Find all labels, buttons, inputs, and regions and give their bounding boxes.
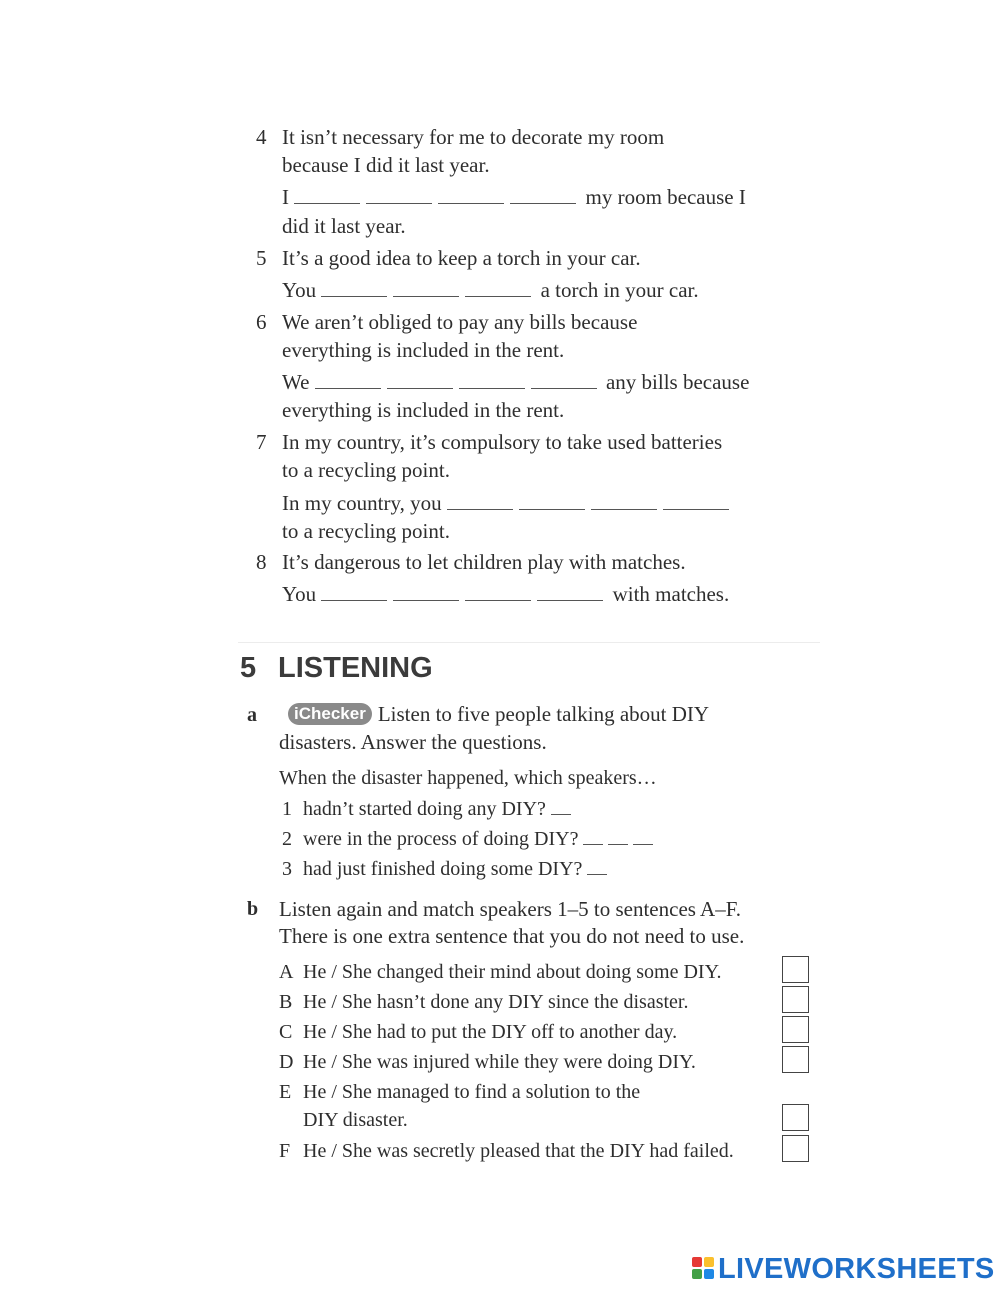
part-label: b bbox=[247, 898, 259, 920]
sentence-text: He / She hasn’t done any DIY since the disaster. bbox=[303, 991, 689, 1013]
sentence-letter: B bbox=[279, 991, 293, 1013]
section-divider bbox=[238, 642, 820, 643]
answer-start: I bbox=[282, 185, 289, 209]
answer-blank[interactable] bbox=[465, 582, 531, 601]
answer-start: We bbox=[282, 370, 310, 394]
item-prompt: It’s dangerous to let children play with matches. bbox=[282, 550, 686, 574]
answer-line bbox=[282, 580, 729, 608]
section-title: LISTENING bbox=[278, 652, 433, 684]
question bbox=[303, 855, 612, 883]
answer-end: my room because I bbox=[585, 185, 746, 209]
answer-blank[interactable] bbox=[465, 278, 531, 297]
item-prompt: In my country, it’s compulsory to take used batteries bbox=[282, 430, 723, 454]
answer-blank[interactable] bbox=[663, 491, 729, 510]
question-number: 1 bbox=[282, 798, 292, 820]
answer-box[interactable] bbox=[782, 1016, 809, 1043]
answer-line bbox=[282, 489, 733, 517]
sentence-text: He / She had to put the DIY off to another day. bbox=[303, 1021, 678, 1043]
question-text: were in the process of doing DIY? bbox=[303, 828, 579, 850]
answer-continuation: did it last year. bbox=[282, 214, 406, 238]
liveworksheets-logo[interactable]: LIVEWORKSHEETS bbox=[718, 1253, 995, 1285]
ichecker-badge[interactable]: iChecker bbox=[288, 703, 372, 725]
answer-blank[interactable] bbox=[387, 370, 453, 389]
answer-end: a torch in your car. bbox=[540, 278, 699, 302]
question-text: hadn’t started doing any DIY? bbox=[303, 798, 546, 820]
liveworksheets-logo-icon bbox=[692, 1257, 714, 1279]
answer-blank[interactable] bbox=[633, 830, 653, 845]
question bbox=[303, 825, 658, 853]
item-number: 6 bbox=[256, 310, 267, 334]
answer-line bbox=[282, 183, 746, 211]
answer-continuation: everything is included in the rent. bbox=[282, 398, 565, 422]
answer-blank[interactable] bbox=[438, 185, 504, 204]
answer-end: with matches. bbox=[612, 582, 730, 606]
answer-box[interactable] bbox=[782, 1135, 809, 1162]
answer-blank[interactable] bbox=[519, 491, 585, 510]
answer-continuation: to a recycling point. bbox=[282, 519, 450, 543]
answer-blank[interactable] bbox=[583, 830, 603, 845]
answer-start: You bbox=[282, 582, 317, 606]
answer-blank[interactable] bbox=[551, 800, 571, 815]
answer-blank[interactable] bbox=[315, 370, 381, 389]
item-prompt: everything is included in the rent. bbox=[282, 338, 565, 362]
answer-blank[interactable] bbox=[531, 370, 597, 389]
section-number: 5 bbox=[240, 652, 257, 684]
sentence-letter: A bbox=[279, 961, 294, 983]
answer-end: any bills because bbox=[605, 370, 750, 394]
answer-blank[interactable] bbox=[591, 491, 657, 510]
answer-blank[interactable] bbox=[447, 491, 513, 510]
answer-blank[interactable] bbox=[608, 830, 628, 845]
question bbox=[303, 795, 576, 823]
answer-blank[interactable] bbox=[459, 370, 525, 389]
answer-blank[interactable] bbox=[321, 278, 387, 297]
answer-box[interactable] bbox=[782, 1104, 809, 1131]
item-prompt: We aren’t obliged to pay any bills because bbox=[282, 310, 638, 334]
question-number: 3 bbox=[282, 858, 292, 880]
question-intro: When the disaster happened, which speakers… bbox=[279, 767, 657, 789]
answer-start: In my country, you bbox=[282, 491, 442, 515]
item-prompt: It isn’t necessary for me to decorate my room bbox=[282, 125, 665, 149]
instruction-line: There is one extra sentence that you do not need to use. bbox=[279, 924, 745, 948]
answer-blank[interactable] bbox=[393, 278, 459, 297]
instruction-line: Listen to five people talking about DIY bbox=[377, 702, 710, 726]
item-prompt: because I did it last year. bbox=[282, 153, 490, 177]
answer-start: You bbox=[282, 278, 317, 302]
sentence-letter: D bbox=[279, 1051, 294, 1073]
instruction-line: Listen again and match speakers 1–5 to sentences A–F. bbox=[279, 897, 741, 921]
answer-blank[interactable] bbox=[366, 185, 432, 204]
sentence-text: He / She changed their mind about doing some DIY. bbox=[303, 961, 722, 983]
answer-blank[interactable] bbox=[294, 185, 360, 204]
sentence-text: He / She was injured while they were doing DIY. bbox=[303, 1051, 696, 1073]
item-number: 5 bbox=[256, 246, 267, 270]
item-prompt: It’s a good idea to keep a torch in your car. bbox=[282, 246, 641, 270]
answer-blank[interactable] bbox=[537, 582, 603, 601]
item-prompt: to a recycling point. bbox=[282, 458, 450, 482]
answer-line bbox=[282, 276, 699, 304]
answer-blank[interactable] bbox=[587, 860, 607, 875]
question-text: had just finished doing some DIY? bbox=[303, 858, 583, 880]
part-a-instruction bbox=[288, 700, 709, 728]
sentence-text: He / She managed to find a solution to the bbox=[303, 1081, 641, 1103]
item-number: 7 bbox=[256, 430, 267, 454]
answer-box[interactable] bbox=[782, 986, 809, 1013]
sentence-letter: F bbox=[279, 1140, 291, 1162]
answer-blank[interactable] bbox=[510, 185, 576, 204]
instruction-line: disasters. Answer the questions. bbox=[279, 730, 547, 754]
sentence-letter: E bbox=[279, 1081, 292, 1103]
part-label: a bbox=[247, 704, 257, 726]
answer-box[interactable] bbox=[782, 1046, 809, 1073]
question-number: 2 bbox=[282, 828, 292, 850]
answer-blank[interactable] bbox=[321, 582, 387, 601]
sentence-letter: C bbox=[279, 1021, 293, 1043]
item-number: 4 bbox=[256, 125, 267, 149]
answer-box[interactable] bbox=[782, 956, 809, 983]
sentence-text: He / She was secretly pleased that the DIY had failed. bbox=[303, 1140, 734, 1162]
item-number: 8 bbox=[256, 550, 267, 574]
answer-blank[interactable] bbox=[393, 582, 459, 601]
sentence-text: DIY disaster. bbox=[303, 1109, 408, 1131]
answer-line bbox=[282, 368, 749, 396]
